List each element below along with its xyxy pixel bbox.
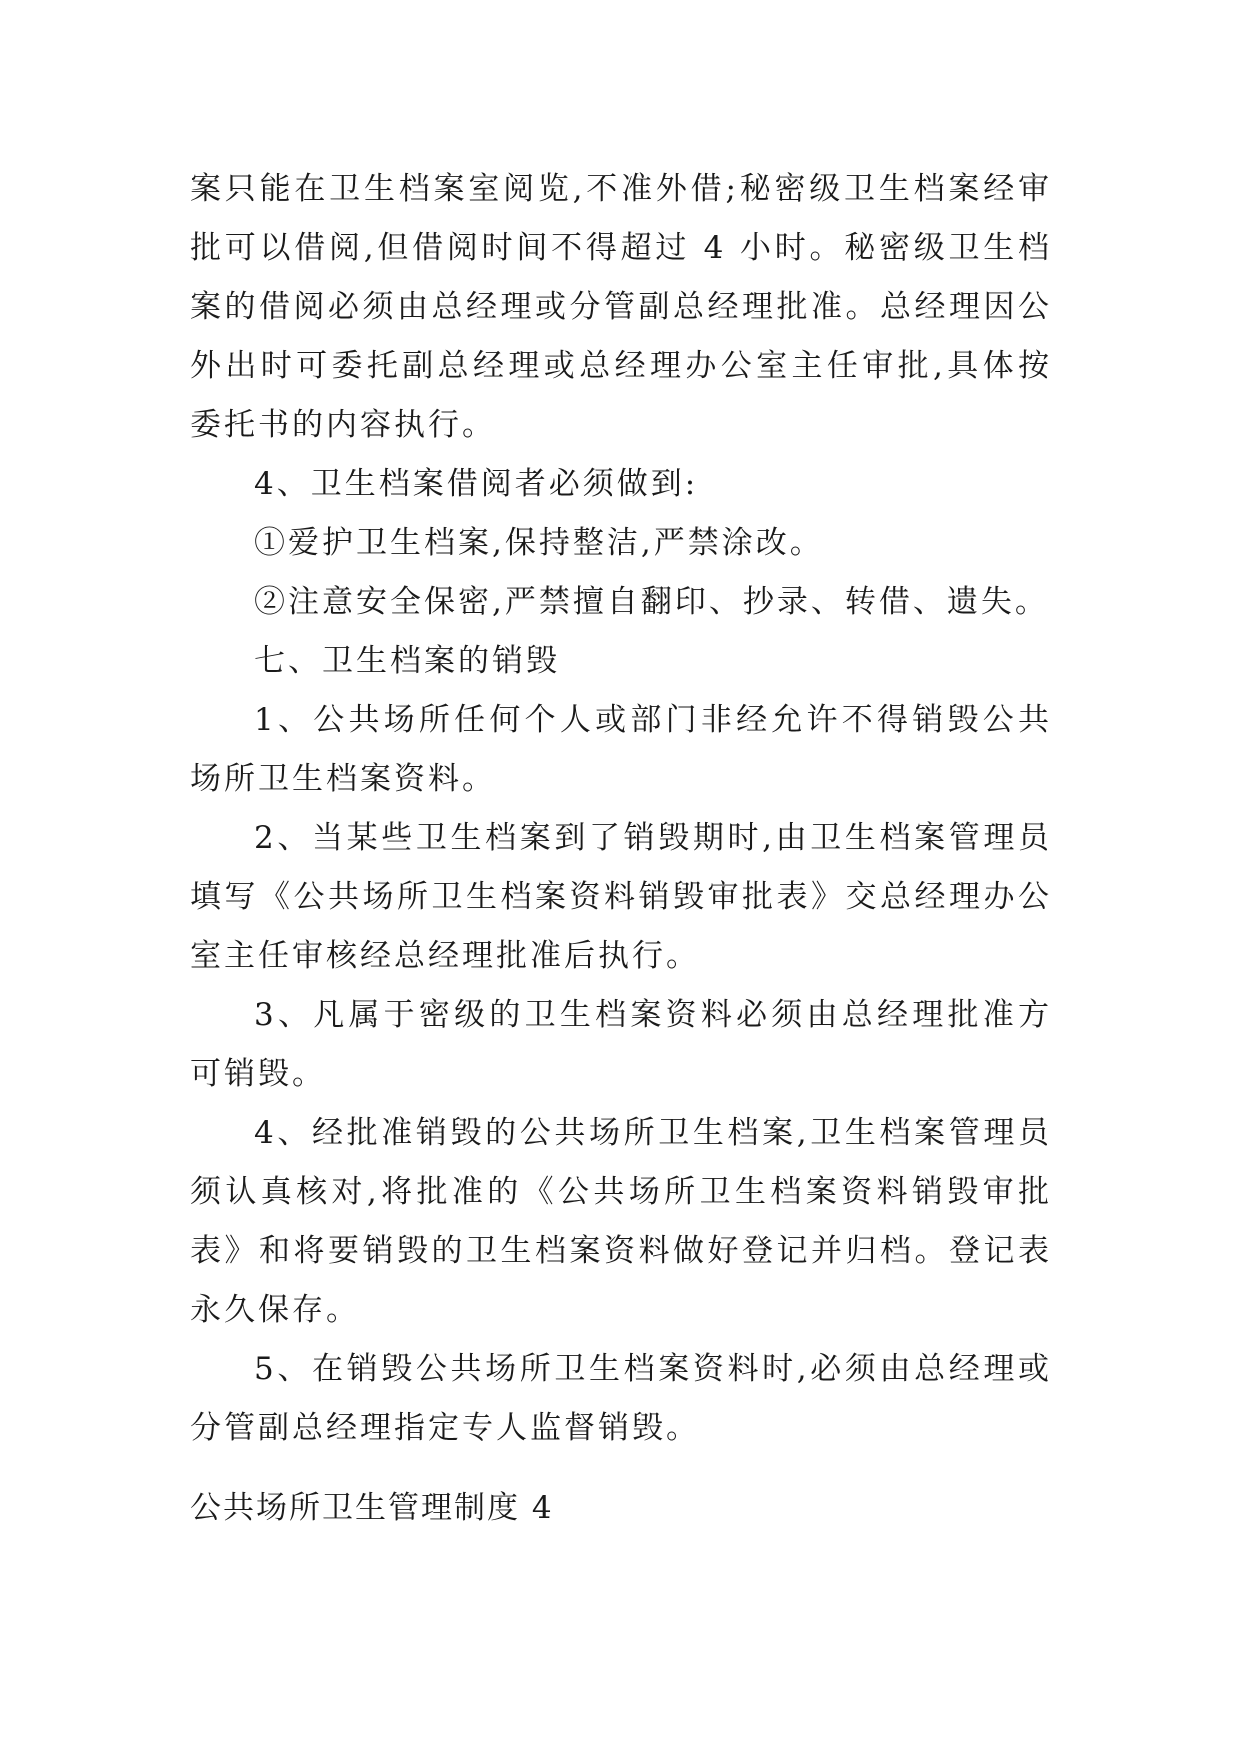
section-heading: 公共场所卫生管理制度 4 (190, 1490, 554, 1526)
paragraph-continuation: 案只能在卫生档案室阅览,不准外借;秘密级卫生档案经审批可以借阅,但借阅时间不得超过 4 小时。秘密级卫生档案的借阅必须由总经理或分管副总经理批准。总经理因公外出时可委托副总经理或总经理办公室主任审批,具体按委托书的内容执行。 (190, 171, 1052, 443)
paragraph-item-1: 1、公共场所任何个人或部门非经允许不得销毁公共场所卫生档案资料。 (190, 702, 1052, 797)
paragraph-item-4: 4、经批准销毁的公共场所卫生档案,卫生档案管理员须认真核对,将批准的《公共场所卫生档案资料销毁审批表》和将要销毁的卫生档案资料做好登记并归档。登记表永久保存。 (190, 1115, 1052, 1328)
section-title-destruction: 七、卫生档案的销毁 (254, 643, 560, 679)
paragraph-rule-1: ①爱护卫生档案,保持整洁,严禁涂改。 (254, 525, 824, 561)
paragraph-rule-2: ②注意安全保密,严禁擅自翻印、抄录、转借、遗失。 (254, 584, 1049, 620)
paragraph-borrower-rules: 4、卫生档案借阅者必须做到: (254, 466, 699, 502)
paragraph-item-3: 3、凡属于密级的卫生档案资料必须由总经理批准方可销毁。 (190, 997, 1052, 1092)
paragraph-item-2: 2、当某些卫生档案到了销毁期时,由卫生档案管理员填写《公共场所卫生档案资料销毁审批表》交总经理办公室主任审核经总经理批准后执行。 (190, 820, 1052, 974)
paragraph-item-5: 5、在销毁公共场所卫生档案资料时,必须由总经理或分管副总经理指定专人监督销毁。 (190, 1351, 1052, 1446)
document-body (190, 160, 1052, 1458)
